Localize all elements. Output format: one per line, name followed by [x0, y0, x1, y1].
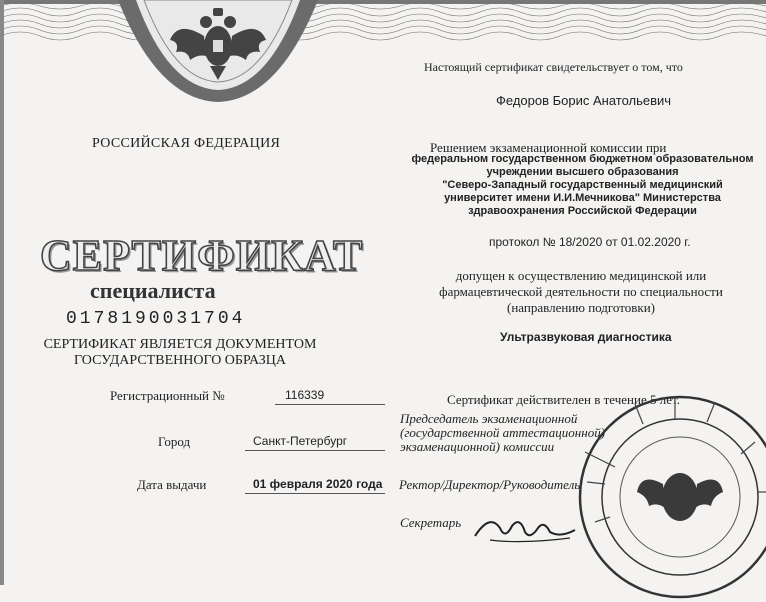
- registration-number: 116339: [285, 388, 325, 402]
- admission-line-1: допущен к осуществлению медицинской или: [455, 268, 707, 283]
- chairman-line-2: (государственной аттестационной): [400, 425, 606, 440]
- secretary-label: Секретарь: [400, 515, 462, 530]
- certificate-subtitle: специалиста: [90, 278, 216, 303]
- city-label: Город: [158, 434, 191, 449]
- intro-text: Настоящий сертификат свидетельствует о том, что: [424, 60, 683, 74]
- holder-name: Федоров Борис Анатольевич: [496, 93, 672, 108]
- official-stamp: [575, 392, 766, 602]
- registration-label: Регистрационный №: [110, 388, 225, 403]
- protocol-text: протокол № 18/2020 от 01.02.2020 г.: [489, 235, 691, 249]
- status-line-2: ГОСУДАРСТВЕННОГО ОБРАЗЦА: [74, 353, 286, 368]
- decision-text: Решением экзаменационной комиссии при: [430, 140, 667, 155]
- certificate-number: 0178190031704: [66, 309, 246, 329]
- city-value: Санкт-Петербург: [253, 434, 348, 448]
- org-line: университет имени И.И.Мечникова" Министерства: [444, 192, 721, 204]
- signature: [470, 508, 580, 548]
- date-rule: [245, 493, 385, 494]
- org-line: здравоохранения Российской Федерации: [468, 205, 697, 217]
- validity-text: Сертификат действителен в течение 5 лет.: [447, 392, 680, 407]
- registration-rule: [275, 404, 385, 405]
- admission-line-2: фармацевтической деятельности по специальности: [439, 284, 723, 299]
- admission-line-3: (направлению подготовки): [507, 300, 655, 315]
- coat-of-arms-emblem: [118, 0, 318, 105]
- chairman-line-3: экзаменационной) комиссии: [400, 439, 555, 454]
- organization-block: [405, 153, 760, 218]
- country-name: РОССИЙСКАЯ ФЕДЕРАЦИЯ: [92, 136, 281, 151]
- rector-label: Ректор/Директор/Руководитель: [399, 477, 581, 492]
- certificate-title: СЕРТИФИКАТ: [40, 231, 364, 280]
- specialty-name: Ультразвуковая диагностика: [500, 330, 672, 344]
- city-rule: [245, 450, 385, 451]
- issue-date-value: 01 февраля 2020 года: [253, 477, 383, 491]
- issue-date-label: Дата выдачи: [137, 477, 207, 492]
- chairman-line-1: Председатель экзаменационной: [400, 411, 578, 426]
- org-line: учреждении высшего образования: [486, 166, 679, 178]
- org-line: федеральном государственном бюджетном образовательном: [411, 153, 754, 165]
- left-edge-shadow: [0, 0, 14, 585]
- org-line: "Северо-Западный государственный медицинский: [442, 179, 723, 191]
- ornamental-border: [0, 0, 766, 50]
- status-line-1: СЕРТИФИКАТ ЯВЛЯЕТСЯ ДОКУМЕНТОМ: [43, 337, 317, 352]
